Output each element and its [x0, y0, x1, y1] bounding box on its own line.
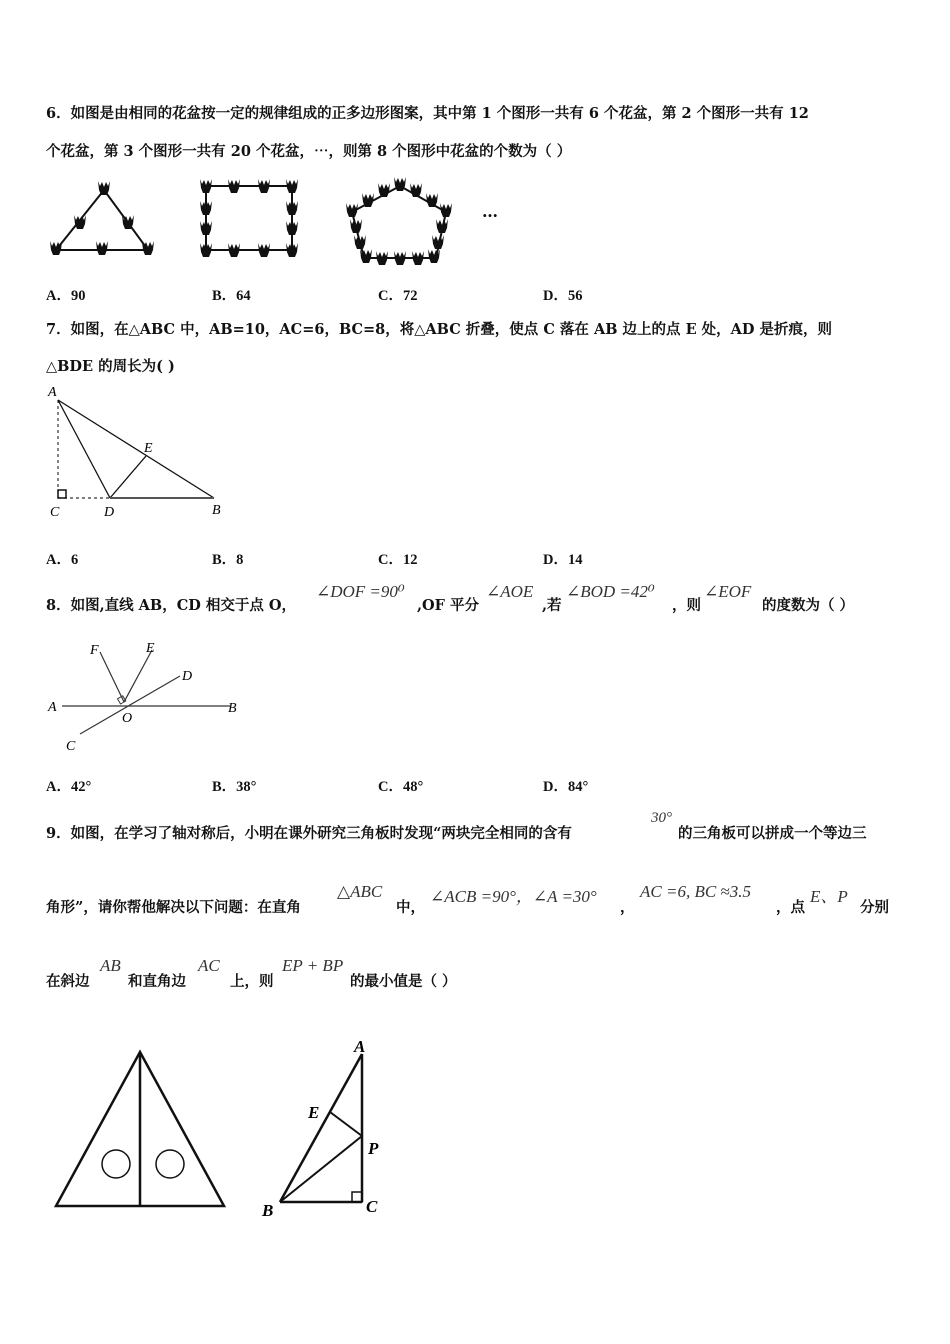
q9-math-2: △ABC: [337, 882, 383, 901]
q9-text-11: 的最小值是（ ）: [350, 973, 457, 990]
q9-math-7: AC: [198, 956, 220, 975]
q8-lines-figure: [40, 630, 255, 755]
q9-text-6: ，点: [776, 899, 805, 916]
q8-text-4: ，则: [672, 597, 701, 614]
q8-math-1: ∠DOF =90⁰: [316, 582, 405, 601]
q7-option-c[interactable]: C．12: [378, 552, 418, 568]
q9-text-4: 中，: [396, 899, 425, 916]
q7-label-a: A: [48, 385, 57, 400]
q9-label-e: E: [308, 1103, 320, 1122]
q9-text-7: 分别: [860, 899, 889, 916]
q8-option-b[interactable]: B．38°: [212, 779, 257, 795]
q7-label-b: B: [212, 503, 221, 518]
q8-text-3: ,若: [542, 597, 562, 614]
q6-option-b[interactable]: B．64: [212, 288, 251, 304]
q9-text-5: ，: [620, 899, 635, 916]
q9-label-b: B: [262, 1201, 274, 1220]
q7-triangle-figure: [40, 380, 240, 525]
q9-text-1: 9．如图，在学习了轴对称后，小明在课外研究三角板时发现“两块完全相同的含有: [46, 825, 572, 842]
q7-line2: △BDE 的周长为( ): [46, 358, 175, 375]
q8-math-2: ∠AOE: [486, 582, 534, 601]
q8-label-o: O: [122, 711, 133, 726]
q8-option-a[interactable]: A．42°: [46, 779, 92, 795]
q8-math-3: ∠BOD =42⁰: [566, 582, 655, 601]
q7-line1: 7．如图，在△ABC 中，AB=10，AC=6，BC=8，将△ABC 折叠，使点 C 落在 AB 边上的点 E 处，AD 是折痕，则: [46, 321, 833, 338]
q9-text-2: 的三角板可以拼成一个等边三: [678, 825, 867, 842]
q9-math-5: E、P: [810, 887, 848, 906]
q7-option-b[interactable]: B．8: [212, 552, 244, 568]
q8-label-c: C: [66, 739, 76, 754]
q7-option-a[interactable]: A．6: [46, 552, 79, 568]
q7-label-d: D: [104, 505, 115, 520]
q6-line1: 6．如图是由相同的花盆按一定的规律组成的正多边形图案，其中第 1 个图形一共有 6 个花盆，第 2 个图形一共有 12: [46, 105, 809, 122]
q6-option-c[interactable]: C．72: [378, 288, 418, 304]
q9-math-3: ∠ACB =90°，∠A =30°: [430, 887, 597, 906]
q6-option-a[interactable]: A．90: [46, 288, 86, 304]
q8-text-5: 的度数为（ ）: [762, 597, 855, 614]
q8-option-c[interactable]: C．48°: [378, 779, 424, 795]
q9-label-p: P: [368, 1139, 379, 1158]
q8-option-d[interactable]: D．84°: [543, 779, 589, 795]
q6-figure-1: [50, 181, 154, 255]
q9-label-c: C: [366, 1197, 378, 1216]
q6-figure-3: [346, 177, 452, 265]
q8-text-2: ,OF 平分: [417, 597, 480, 614]
q9-text-3: 角形”，请你帮他解决以下问题：在直角: [46, 899, 301, 916]
q7-option-d[interactable]: D．14: [543, 552, 583, 568]
q8-text-1: 8．如图,直线 AB，CD 相交于点 O，: [46, 597, 297, 614]
q9-equilateral-triangle: [56, 1052, 224, 1206]
q8-label-e: E: [146, 641, 155, 656]
q9-math-6: AB: [100, 956, 121, 975]
q9-math-1: 30°: [651, 810, 672, 826]
q6-figure-2: [200, 179, 298, 257]
q7-label-c: C: [50, 505, 60, 520]
q8-label-b: B: [228, 701, 237, 716]
q9-text-8: 在斜边: [46, 973, 90, 990]
q8-label-f: F: [90, 643, 99, 658]
q9-right-triangle: [261, 1037, 379, 1220]
q6-line2: 个花盆，第 3 个图形一共有 20 个花盆，⋯，则第 8 个图形中花盆的个数为（ ）: [46, 143, 572, 160]
q9-label-a: A: [354, 1037, 366, 1056]
q6-flowerpot-figures: [44, 176, 524, 272]
q8-label-a: A: [48, 700, 57, 715]
q9-math-4: AC =6, BC ≈3.5: [640, 882, 751, 901]
q8-math-4: ∠EOF: [704, 582, 752, 601]
q9-figures: [40, 1030, 400, 1225]
q9-text-10: 上，则: [230, 973, 274, 990]
q9-text-9: 和直角边: [128, 973, 186, 990]
q9-math-8: EP + BP: [282, 956, 344, 975]
q7-label-e: E: [144, 441, 153, 456]
q6-ellipsis: …: [482, 202, 498, 221]
q6-option-d[interactable]: D．56: [543, 288, 583, 304]
q8-label-d: D: [182, 669, 193, 684]
